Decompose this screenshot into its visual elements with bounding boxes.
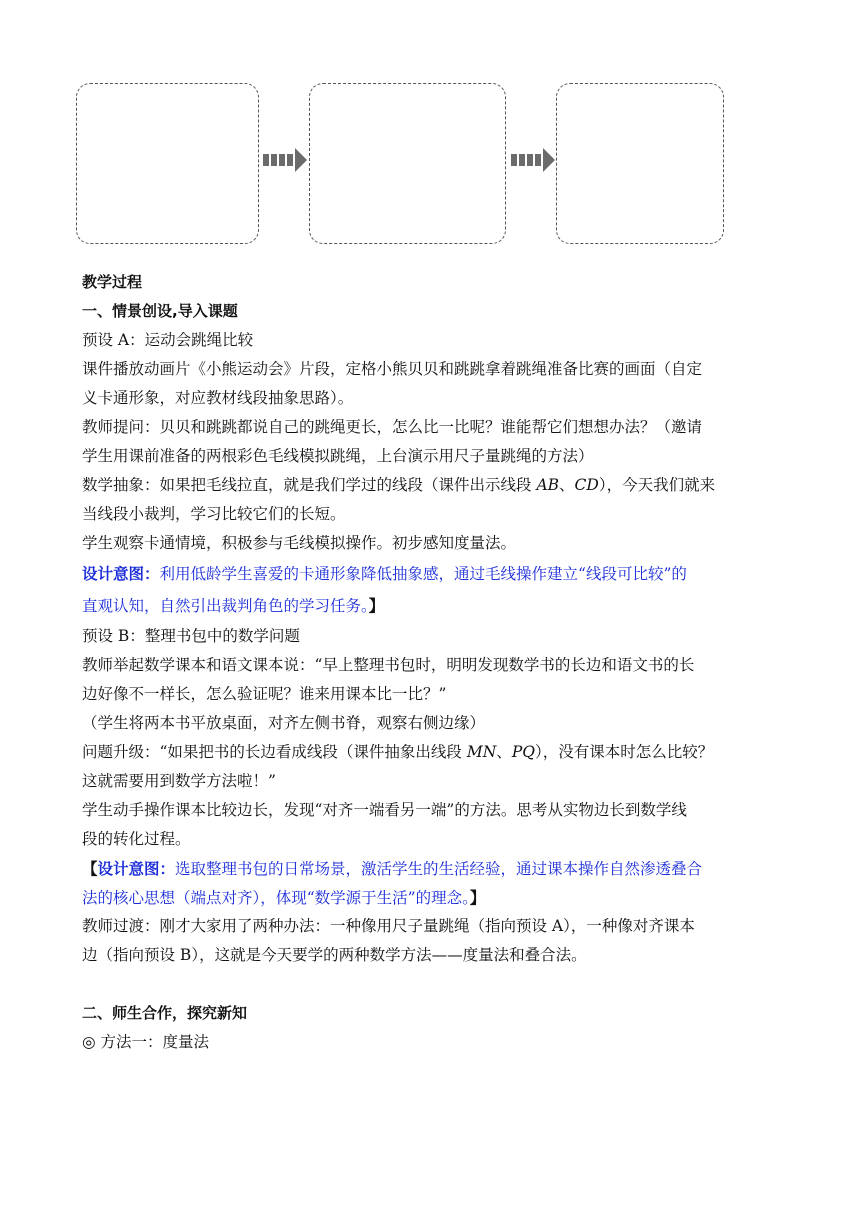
heading-process: 教学过程 [82,273,143,291]
design-label-b: 设计意图： [97,859,176,878]
presetA-p3a [82,471,782,500]
presetA-p1a: 课件播放动画片《小熊运动会》片段，定格小熊贝贝和跳跳拿着跳绳准备比赛的画面（自定 [82,360,703,378]
section2-title: 二、师生合作，探究新知 [82,1004,248,1022]
presetA-p3a-post: ），今天我们就来 [598,476,716,494]
lesson-content [82,268,782,1057]
segment-ab: AB [536,476,560,494]
section1-title: 一、情景创设,导入课题 [82,302,238,320]
presetA-p4: 学生观察卡通情境，积极参与毛线模拟操作。初步感知度量法。 [82,534,517,552]
transition-b: 边（指向预设 B），这就是今天要学的两种数学方法——度量法和叠合法。 [82,946,587,964]
design-intent-b1 [82,854,782,883]
presetA-p2b: 学生用课前准备的两根彩色毛线模拟跳绳，上台演示用尺子量跳绳的方法） [82,447,594,465]
presetA-p3b: 当线段小裁判，学习比较它们的长短。 [82,505,346,523]
flow-box-2 [309,83,506,244]
presetB-p1a: 教师举起数学课本和语文课本说：“早上整理书包时，明明发现数学书的长边和语文书的长 [82,656,695,674]
presetA-label: 预设 A：运动会跳绳比较 [82,331,254,349]
presetB-p3b: 这就需要用到数学方法啦！” [82,772,276,790]
presetA-p1b: 义卡通形象，对应教材线段抽象思路）。 [82,389,354,407]
striped-arrow-right-icon [262,148,308,172]
flow-box-1 [76,83,259,244]
flow-diagram [0,0,860,260]
design-b1-text: 选取整理书包的日常场景，激活学生的生活经验，通过课本操作自然渗透叠合 [175,860,703,878]
presetB-p3a [82,738,782,767]
segment-pq: PQ [511,743,535,761]
presetB-p4a: 学生动手操作课本比较边长，发现“对齐一端看另一端”的方法。思考从实物边长到数学线 [82,801,687,819]
presetB-p2: （学生将两本书平放桌面，对齐左侧书脊，观察右侧边缘） [82,714,486,732]
presetB-p3a-pre: 问题升级：“如果把书的长边看成线段（课件抽象出线段 [82,743,467,761]
transition-a: 教师过渡：刚才大家用了两种办法：一种像用尺子量跳绳（指向预设 A），一种像对齐课本 [82,917,695,935]
flow-box-3 [556,83,724,244]
presetB-p3a-sep: 、 [496,743,512,761]
design-a-close: 】 [368,596,385,615]
presetB-p1b: 边好像不一样长，怎么验证呢？谁来用课本比一比？” [82,685,447,703]
segment-cd: CD [574,476,599,494]
design-b-open: 【 [82,859,98,878]
design-b-close: 】 [469,888,486,907]
design-intent-a1 [82,558,782,590]
design-label-a: 设计意图： [82,564,160,583]
presetB-p4b: 段的转化过程。 [82,830,191,848]
segment-mn: MN [466,743,497,761]
presetB-label: 预设 B：整理书包中的数学问题 [82,627,300,645]
design-b2-text: 法的核心思想（端点对齐），体现“数学源于生活”的理念。 [82,889,470,907]
presetA-p3a-sep: 、 [559,476,575,494]
spacer [82,970,782,999]
design-a1-text: 利用低龄学生喜爱的卡通形象降低抽象感，通过毛线操作建立“线段可比较”的 [159,565,687,583]
presetA-p3a-pre: 数学抽象：如果把毛线拉直，就是我们学过的线段（课件出示线段 [82,476,537,494]
striped-arrow-right-icon [510,148,556,172]
presetB-p3a-post: ），没有课本时怎么比较？ [534,743,714,761]
design-intent-b2 [82,883,782,912]
presetA-p2a: 教师提问：贝贝和跳跳都说自己的跳绳更长，怎么比一比呢？谁能帮它们想想办法？（邀请 [82,418,703,436]
design-a2-text: 直观认知，自然引出裁判角色的学习任务。 [82,597,369,615]
method1-label: ◎ 方法一：度量法 [82,1033,209,1051]
design-intent-a2 [82,590,782,622]
